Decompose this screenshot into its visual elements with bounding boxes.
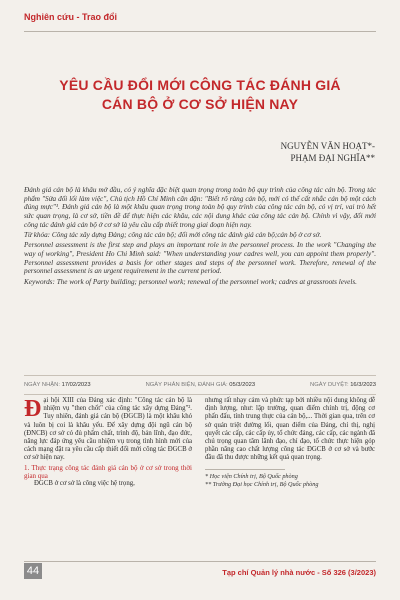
title-line-2: CÁN BỘ Ở CƠ SỞ HIỆN NAY	[101, 96, 299, 112]
keywords-vi-label: Từ khóa:	[24, 231, 51, 240]
title-line-1: YÊU CẦU ĐỔI MỚI CÔNG TÁC ĐÁNH GIÁ	[59, 77, 341, 93]
body-column-right	[205, 397, 375, 489]
abstract	[24, 186, 376, 288]
keywords-en-label: Keywords:	[24, 277, 55, 286]
keywords-en-text: The work of Party building; personnel work; renewal of the personnel work; cadres at grassroots levels.	[54, 277, 357, 286]
author-block	[281, 140, 375, 164]
dates-bar	[24, 375, 376, 395]
author-2: PHẠM ĐẠI NGHĨA**	[290, 153, 375, 163]
keywords-vietnamese	[24, 231, 376, 240]
date-review: NGÀY PHẢN BIỆN, ĐÁNH GIÁ: 05/3/2023	[145, 382, 256, 388]
date-approved: NGÀY DUYỆT: 16/3/2023	[310, 382, 376, 388]
journal-name: Tạp chí Quản lý nhà nước - Số 326 (3/2023)	[222, 568, 376, 577]
footnote-divider	[205, 469, 285, 470]
section-label: Nghiên cứu - Trao đổi	[24, 12, 118, 22]
date-received: NGÀY NHẬN: 17/02/2023	[24, 382, 91, 388]
author-1: NGUYỄN VĂN HOẠT*-	[280, 141, 375, 151]
abstract-english: Personnel assessment is the first step and plays an important role in the personnel process. In the work "Changing the way of working", President Ho Chi Minh said: "When understanding your cadres well, you can appoint them properly". Personnel assessment provides a basis for other stages and steps of the personnel work. Therefore, renewal of the personnel assessment is an urgent requirement in the current period.	[24, 241, 376, 276]
drop-cap: Đ	[24, 396, 42, 422]
abstract-vietnamese: Đánh giá cán bộ là khâu mở đầu, có ý nghĩa đặc biệt quan trọng trong toàn bộ quy trình của công tác cán bộ. Trong tác phẩm "Sửa đổi lối làm việc", Chủ tịch Hồ Chí Minh căn dặn: "Biết rõ ràng cán bộ, mới có thể cất nhắc cán bộ một cách đúng mực"¹. Đánh giá cán bộ là một khâu quan trọng trong toàn bộ quy trình của công tác cán bộ, có vị trí, vai trò hết sức quan trọng, là cơ sở, tiền đề để thực hiện các khâu, các nội dung khác của công tác cán bộ. Chính vì vậy, đổi mới công tác đánh giá cán bộ ở cơ sở là yêu cầu cấp thiết trong giai đoạn hiện nay.	[24, 186, 376, 229]
body-column-left	[24, 397, 192, 489]
keywords-english	[24, 278, 376, 287]
page-number: 44	[24, 563, 42, 579]
footnote-2: ** Trường Đại học Chính trị, Bộ Quốc phòng	[205, 480, 319, 488]
header-divider	[24, 31, 376, 32]
paragraph-1: ĐGCB ở cơ sở là công việc hệ trọng,	[34, 480, 135, 488]
article-title	[24, 76, 376, 114]
footnote-1: * Học viện Chính trị, Bộ Quốc phòng	[205, 472, 298, 480]
paragraph-2: nhưng rất nhạy cảm và phức tạp bởi nhiều nội dung không dễ định lượng, như: lập trường, quan điểm chính trị, động cơ phấn đấu, tính trung thực của cán bộ,... Thời gian qua, trên cơ sở quán triệt đường lối, quan điểm của Đảng, chỉ thị, nghị quyết các cấp, các cấp ủy, tổ chức đảng, các cấp, các ngành đã chú trọng quan tâm lãnh đạo, chỉ đạo, tổ chức thực hiện góp phần nâng cao chất lượng công tác ĐGCB ở cơ sở và bước đầu đã thu được những kết quả quan trọng.	[205, 397, 375, 462]
footer-divider	[24, 561, 376, 562]
section-heading-1: 1. Thực trạng công tác đánh giá cán bộ ở cơ sở trong thời gian qua	[24, 463, 192, 481]
intro-paragraph: ại hội XIII của Đảng xác định: "Công tác cán bộ là nhiệm vụ "then chốt" của công tác xây dựng Đảng"². Tuy nhiên, đánh giá cán bộ (ĐGCB) là một khâu khó và luôn bị coi là khâu yếu. Để xây dựng đội ngũ cán bộ (ĐNCB) cơ sở có đủ phẩm chất, trình độ, bản lĩnh, đạo đức, năng lực đáp ứng yêu cầu nhiệm vụ trong tình hình mới của cách mạng đặt ra yêu cầu cấp thiết đổi mới công tác ĐGCB ở cơ sở hiện nay.	[24, 397, 192, 462]
keywords-vi-text: Công tác xây dựng Đảng; công tác cán bộ; đổi mới công tác đánh giá cán bộ;cán bộ ở cơ sở.	[50, 231, 322, 240]
